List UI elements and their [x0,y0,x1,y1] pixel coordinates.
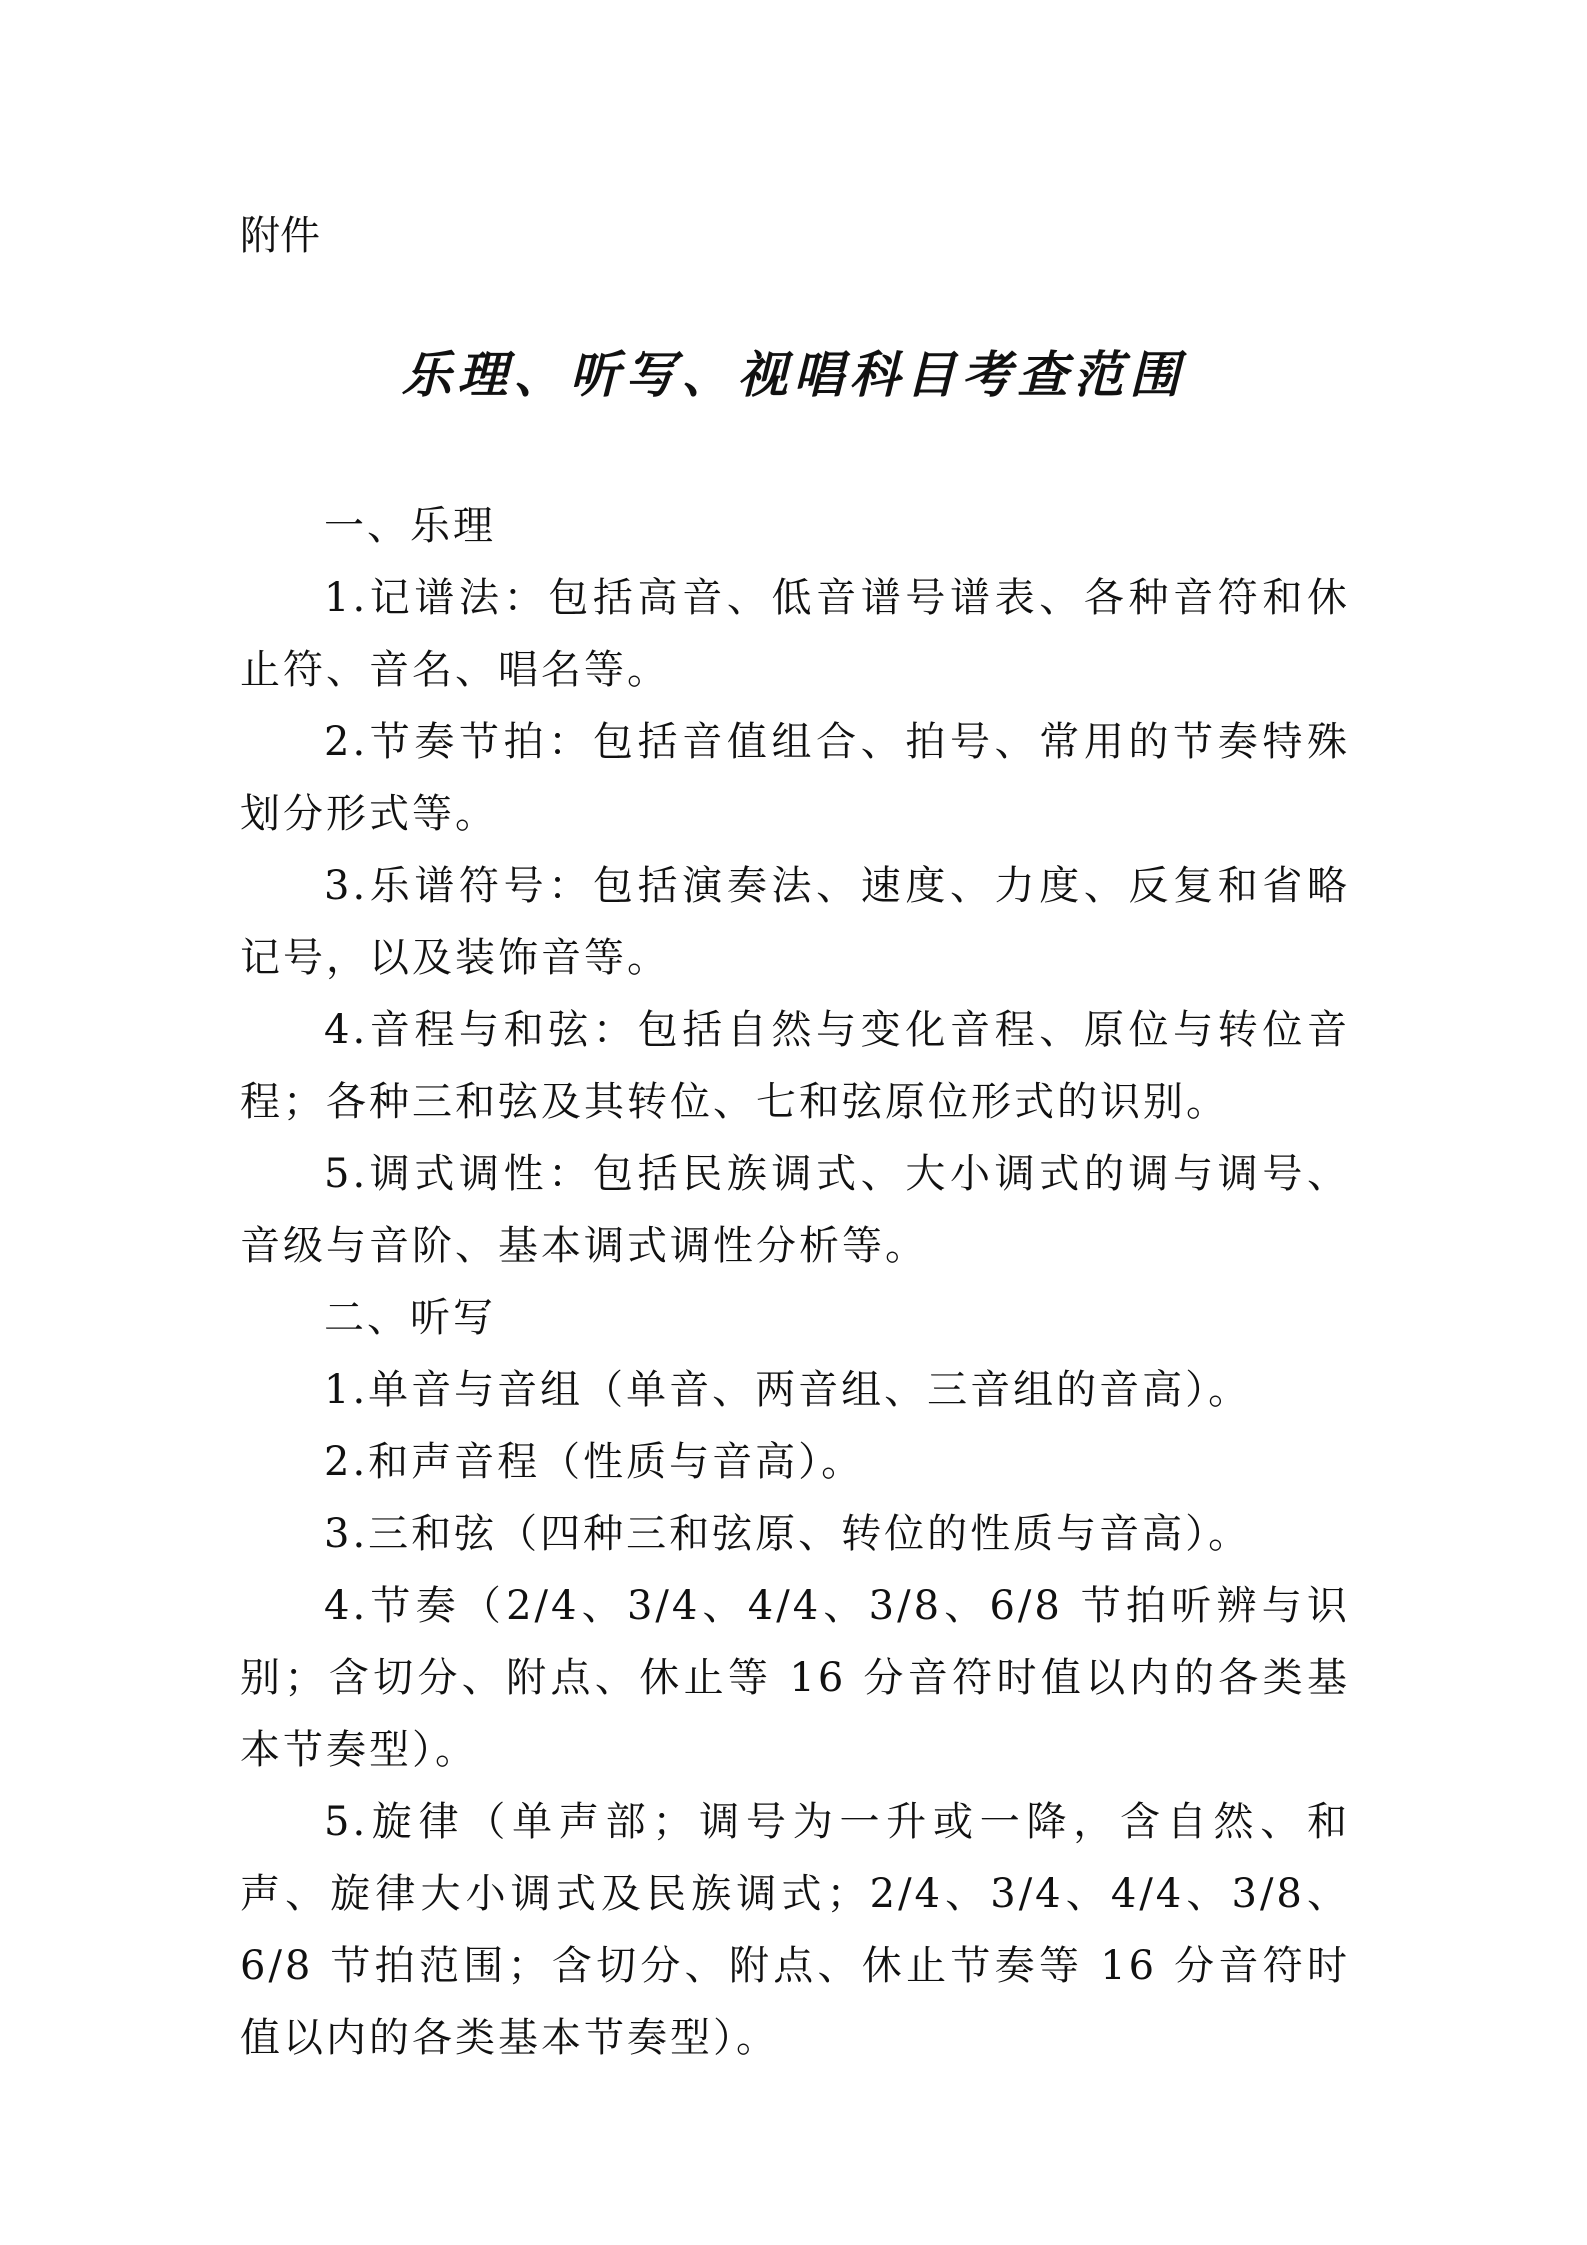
section-heading: 一、乐理 [324,503,496,549]
section-music-theory [240,490,1350,1282]
document-title: 乐理、听写、视唱科目考查范围 [401,345,1186,404]
list-item: 5.旋律（单声部；调号为一升或一降，含自然、和声、旋律大小调式及民族调式；2/4、3/4、4/4、3/8、6/8 节拍范围；含切分、附点、休止节奏等 16 分音符时值以内的各类基本节奏型）。 [240,1799,1350,2061]
list-item: 4.音程与和弦：包括自然与变化音程、原位与转位音程；各种三和弦及其转位、七和弦原位形式的识别。 [240,1007,1350,1125]
list-item: 3.乐谱符号：包括演奏法、速度、力度、反复和省略记号，以及装饰音等。 [240,863,1350,981]
list-item: 3.三和弦（四种三和弦原、转位的性质与音高）。 [324,1511,1252,1557]
list-item: 2.和声音程（性质与音高）。 [324,1439,865,1485]
list-item: 1.单音与音组（单音、两音组、三音组的音高）。 [324,1367,1252,1413]
document-body [240,490,1350,2074]
list-item: 4.节奏（2/4、3/4、4/4、3/8、6/8 节拍听辨与识别；含切分、附点、休止等 16 分音符时值以内的各类基本节奏型）。 [240,1583,1350,1773]
list-item: 1.记谱法：包括高音、低音谱号谱表、各种音符和休止符、音名、唱名等。 [240,575,1350,693]
list-item: 2.节奏节拍：包括音值组合、拍号、常用的节奏特殊划分形式等。 [240,719,1350,837]
attachment-label: 附件 [240,213,320,259]
section-heading: 二、听写 [324,1295,496,1341]
section-dictation [240,1282,1350,2074]
list-item: 5.调式调性：包括民族调式、大小调式的调与调号、音级与音阶、基本调式调性分析等。 [240,1151,1350,1269]
